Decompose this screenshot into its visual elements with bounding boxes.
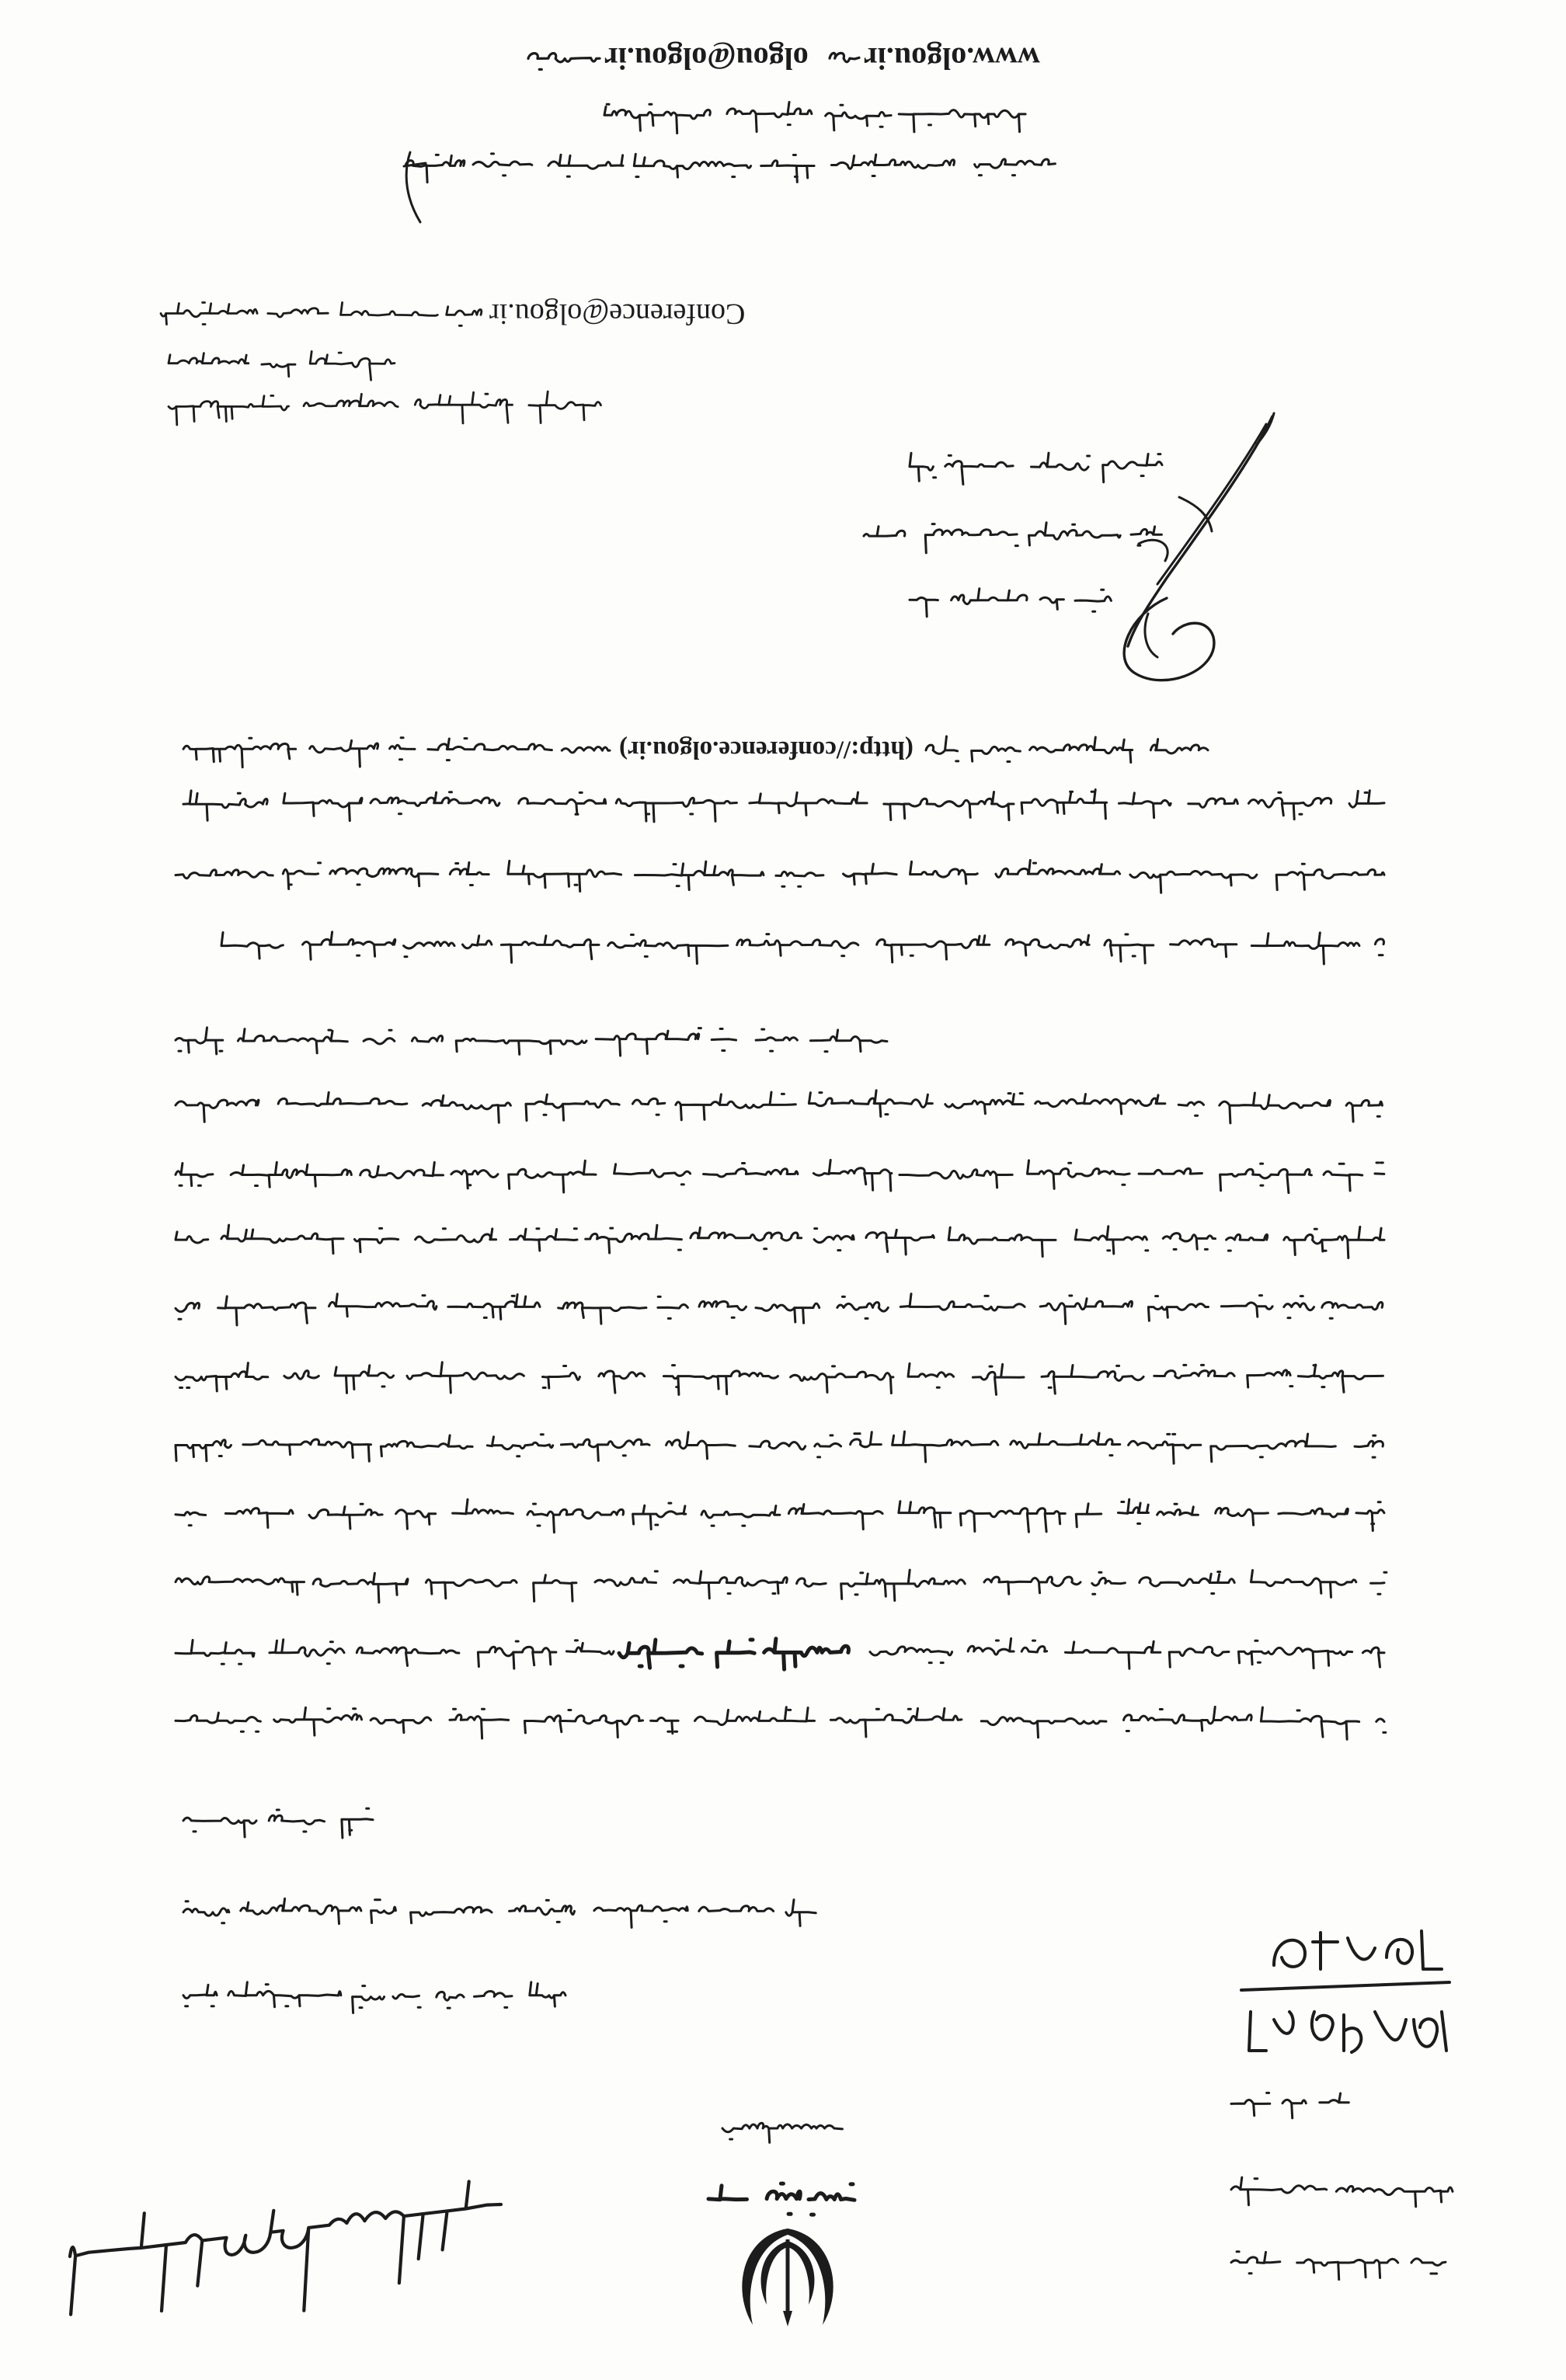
- signature-top: [1124, 413, 1274, 680]
- illegible-text-block: [161, 53, 1453, 2279]
- illegible-text-line: [183, 738, 610, 767]
- illegible-text-line: [619, 1639, 848, 1670]
- illegible-text-line: [176, 1160, 1384, 1192]
- illegible-text-line: [910, 589, 1111, 617]
- illegible-text-line: [176, 1362, 1383, 1395]
- illegible-text-line: [528, 54, 600, 70]
- handwritten-reference: [1241, 1931, 1449, 2052]
- illegible-text-line: [926, 736, 1208, 763]
- footer-website: www.olgou.ir: [864, 41, 1040, 76]
- illegible-text-line: [176, 1570, 1387, 1602]
- illegible-text-line: [1231, 2252, 1446, 2280]
- iran-emblem-icon: [742, 2229, 833, 2326]
- illegible-text-line: [176, 1432, 1383, 1463]
- conference-link: (http://conference.olgou.ir): [619, 736, 914, 764]
- illegible-text-line: [830, 53, 859, 61]
- calligraphy-letterhead: [70, 2181, 501, 2314]
- address-flourish: [404, 152, 426, 222]
- illegible-text-line: [910, 453, 1162, 484]
- contact-email: Conference@olgou.ir: [489, 298, 746, 330]
- illegible-text-line: [176, 1499, 1384, 1533]
- illegible-text-line: [176, 860, 1384, 893]
- illegible-text-line: [221, 932, 1383, 964]
- illegible-text-line: [169, 391, 601, 425]
- illegible-text-line: [183, 1982, 566, 2013]
- illegible-text-line: [870, 1638, 1384, 1668]
- illegible-text-line: [604, 102, 1025, 133]
- illegible-text-line: [176, 1294, 1383, 1325]
- illegible-text-line: [708, 2183, 854, 2215]
- illegible-text-line: [176, 1091, 1382, 1123]
- illegible-text-line: [176, 1640, 614, 1668]
- illegible-text-line: [183, 1898, 816, 1927]
- illegible-text-line: [176, 1707, 1386, 1739]
- illegible-text-line: [183, 790, 1384, 822]
- illegible-text-line: [169, 351, 395, 380]
- footer-email: olgou@olgou.ir: [604, 41, 809, 76]
- illegible-text-line: [1231, 2177, 1453, 2207]
- illegible-text-line: [176, 1225, 1384, 1258]
- illegible-text-line: [1231, 2093, 1348, 2117]
- illegible-text-line: [183, 1808, 373, 1838]
- illegible-text-line: [405, 154, 1055, 183]
- illegible-text-line: [161, 302, 482, 325]
- illegible-text-line: [722, 2123, 842, 2142]
- illegible-text-line: [176, 1028, 887, 1056]
- illegible-text-line: [864, 523, 1161, 553]
